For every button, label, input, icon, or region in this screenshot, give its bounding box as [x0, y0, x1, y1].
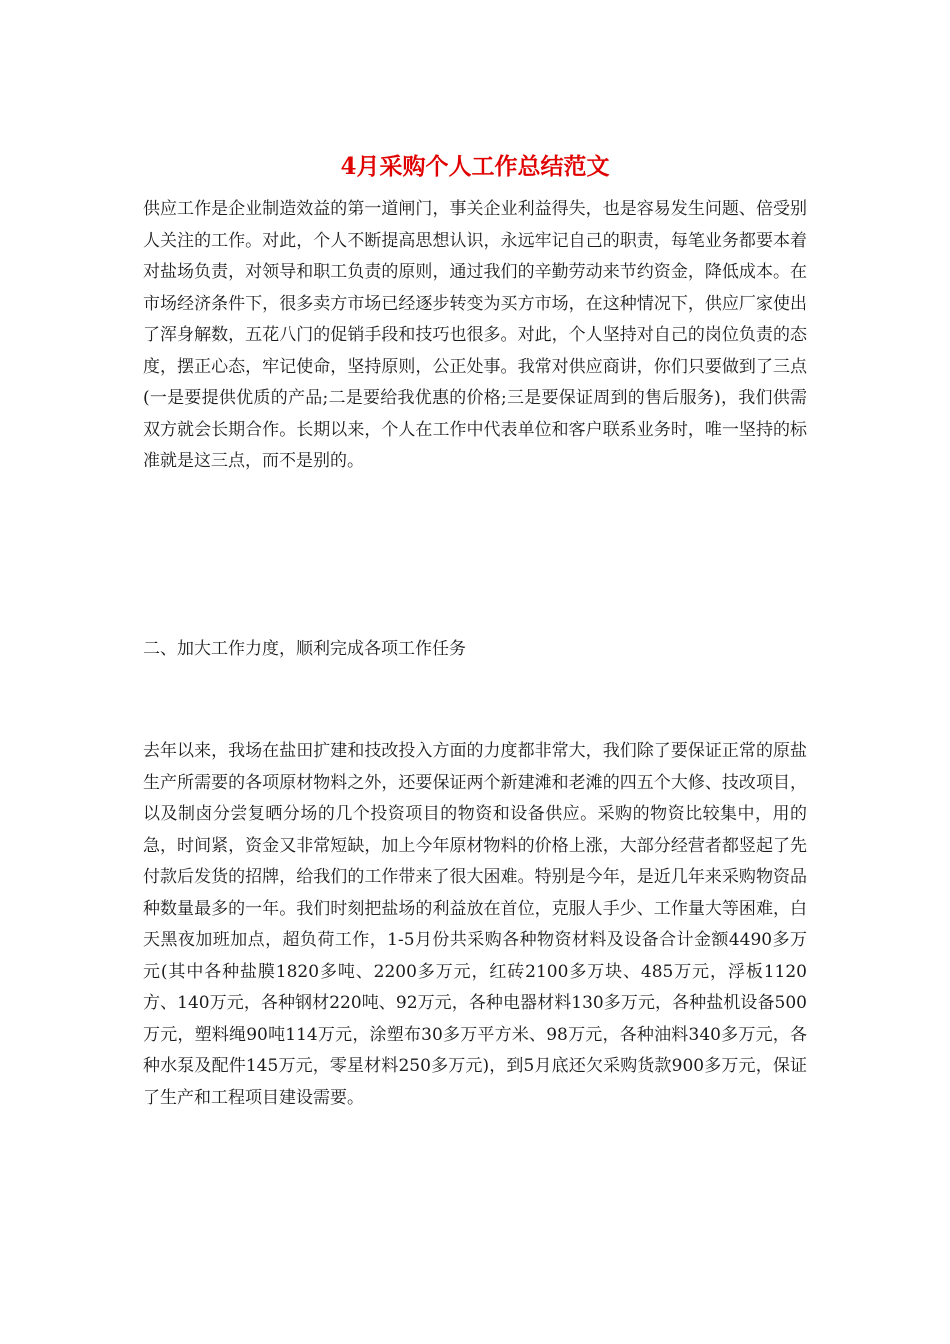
paragraph-intro: 供应工作是企业制造效益的第一道闸门，事关企业利益得失，也是容易发生问题、倍受别人关注的工作。对此，个人不断提高思想认识，永远牢记自己的职责，每笔业务都要本着对盐场负责，对领导和职工负责的原则，通过我们的辛勤劳动来节约资金，降低成本。在市场经济条件下，很多卖方市场已经逐步转变为买方市场，在这种情况下，供应厂家使出了浑身解数，五花八门的促销手段和技巧也很多。对此，个人坚持对自己的岗位负责的态度，摆正心态，牢记使命，坚持原则，公正处事。我常对供应商讲，你们只要做到了三点(一是要提供优质的产品;二是要给我优惠的价格;三是要保证周到的售后服务)，我们供需双方就会长期合作。长期以来，个人在工作中代表单位和客户联系业务时，唯一坚持的标准就是这三点，而不是别的。	[143, 199, 807, 471]
document-title: 4月采购个人工作总结范文	[340, 153, 610, 180]
section-heading: 二、加大工作力度，顺利完成各项工作任务	[143, 639, 466, 659]
paragraph-procurement: 去年以来，我场在盐田扩建和技改投入方面的力度都非常大，我们除了要保证正常的原盐生产所需要的各项原材物料之外，还要保证两个新建滩和老滩的四五个大修、技改项目，以及制卤分尝复晒分场的几个投资项目的物资和设备供应。采购的物资比较集中，用的急，时间紧，资金又非常短缺，加上今年原材物料的价格上涨，大部分经营者都竖起了先付款后发货的招牌，给我们的工作带来了很大困难。特别是今年，是近几年来采购物资品种数量最多的一年。我们时刻把盐场的利益放在首位，克服人手少、工作量大等困难，白天黑夜加班加点，超负荷工作，1-5月份共采购各种物资材料及设备合计金额4490多万元(其中各种盐膜1820多吨、2200多万元，红砖2100多万块、485万元，浮板1120方、140万元，各种钢材220吨、92万元，各种电器材料130多万元，各种盐机设备500万元，塑料绳90吨114万元，涂塑布30多万平方米、98万元，各种油料340多万元，各种水泵及配件145万元，零星材料250多万元)，到5月底还欠采购货款900多万元，保证了生产和工程项目建设需要。	[143, 741, 807, 1108]
